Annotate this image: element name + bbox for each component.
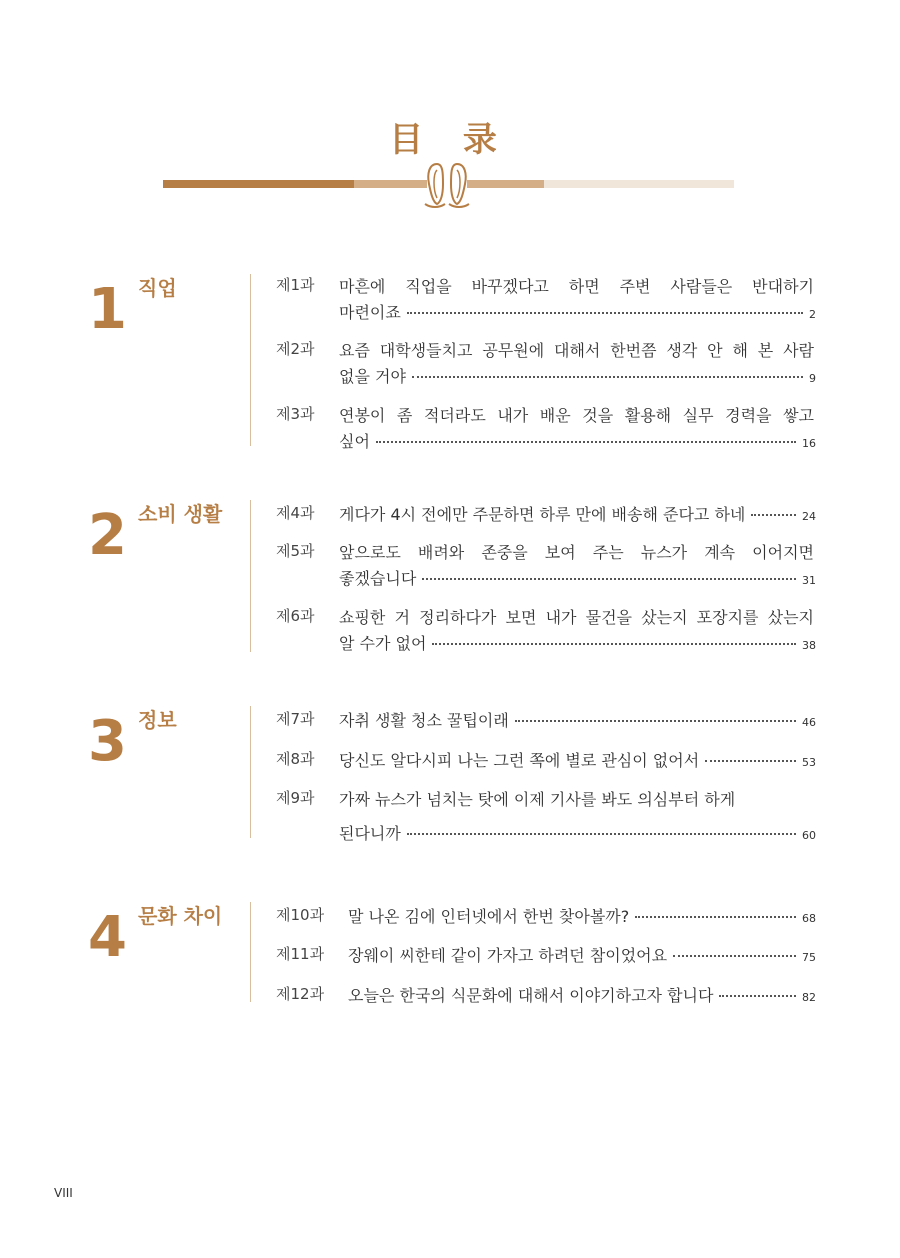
lesson-number: 제6과 [276,607,315,625]
lesson-title: 당신도 알다시피 나는 그런 쪽에 별로 관심이 없어서 [339,751,700,770]
lesson-leader-row [339,708,816,731]
dot-leader [407,312,803,314]
lesson-title-line1: 연봉이 좀 적더라도 내가 배운 것을 활용해 실무 경력을 쌓고 [339,406,814,425]
lesson-number: 제11과 [276,945,325,963]
dot-leader [719,995,796,997]
unit-number: 3 [88,709,127,774]
footer-page-number: VIII [54,1186,73,1200]
lesson-leader-row [339,502,816,525]
lesson-number: 제2과 [276,340,315,358]
dot-leader [705,760,796,762]
lesson-title-line1: 쇼핑한 거 정리하다가 보면 내가 물건을 샀는지 포장지를 샀는지 [339,608,814,627]
page-number: 75 [802,951,816,964]
lesson-title-line1: 요즘 대학생들치고 공무원에 대해서 한번쯤 생각 안 해 본 사람 [339,341,814,360]
dot-leader [376,441,796,443]
page-title: 目 录 [389,120,511,160]
unit-title: 정보 [138,708,177,732]
lesson-title-line2: 없을 거야 [339,367,406,386]
page-number: 60 [802,829,816,842]
lesson-leader-row [339,364,816,387]
lesson-leader-row [339,631,816,654]
dot-leader [751,514,796,516]
unit-title: 직업 [138,276,177,300]
lesson-title: 오늘은 한국의 식문화에 대해서 이야기하고자 합니다 [348,986,714,1005]
page-number: 46 [802,716,816,729]
page-number: 16 [802,437,816,450]
lesson-title-line1: 가짜 뉴스가 넘치는 탓에 이제 기사를 봐도 의심부터 하게 [339,790,736,809]
title-rule-light [544,180,734,188]
page-number: 82 [802,991,816,1004]
dot-leader [422,578,796,580]
unit-divider [250,902,251,1002]
lesson-title: 장웨이 씨한테 같이 가자고 하려던 참이었어요 [348,946,668,965]
lesson-title-line2: 마련이죠 [339,303,401,322]
lesson-number: 제10과 [276,906,325,924]
lesson-leader-row [348,983,816,1006]
title-rule-dark [163,180,354,188]
unit-number: 2 [88,503,127,568]
page-number: 31 [802,574,816,587]
lesson-number: 제8과 [276,750,315,768]
unit-divider [250,706,251,838]
lesson-title-line2: 좋겠습니다 [339,569,417,588]
lesson-number: 제5과 [276,542,315,560]
page-number: 24 [802,510,816,523]
page-number: 9 [809,372,816,385]
dot-leader [673,955,796,957]
dot-leader [635,916,796,918]
lesson-title: 게다가 4시 전에만 주문하면 하루 만에 배송해 준다고 하네 [339,505,746,524]
lesson-number: 제4과 [276,504,315,522]
lesson-number: 제12과 [276,985,325,1003]
lesson-leader-row [339,821,816,844]
page-number: 53 [802,756,816,769]
lesson-leader-row [348,904,816,927]
lesson-title-line1: 앞으로도 배려와 존중을 보여 주는 뉴스가 계속 이어지면 [339,543,814,562]
unit-number: 4 [88,905,127,970]
lesson-number: 제7과 [276,710,315,728]
ornament-icon [421,160,473,210]
lesson-number: 제1과 [276,276,315,294]
lesson-leader-row [339,429,816,452]
lesson-title-line2: 된다니까 [339,824,401,843]
unit-title: 문화 차이 [138,904,223,928]
lesson-leader-row [339,748,816,771]
lesson-title-line1: 마흔에 직업을 바꾸겠다고 하면 주변 사람들은 반대하기 [339,277,814,296]
unit-divider [250,274,251,446]
lesson-title-line2: 알 수가 없어 [339,634,427,653]
dot-leader [432,643,796,645]
unit-number: 1 [88,277,127,342]
lesson-title: 말 나온 김에 인터넷에서 한번 찾아볼까? [348,907,630,926]
unit-title: 소비 생활 [138,502,223,526]
page-number: 38 [802,639,816,652]
lesson-number: 제9과 [276,789,315,807]
page-number: 68 [802,912,816,925]
lesson-title: 자취 생활 청소 꿀팁이래 [339,711,509,730]
lesson-title-line2: 싶어 [339,432,370,451]
unit-divider [250,500,251,652]
lesson-leader-row [348,943,816,966]
dot-leader [412,376,803,378]
lesson-number: 제3과 [276,405,315,423]
lesson-leader-row [339,566,816,589]
dot-leader [407,833,796,835]
lesson-leader-row [339,300,816,323]
page-number: 2 [809,308,816,321]
dot-leader [515,720,796,722]
